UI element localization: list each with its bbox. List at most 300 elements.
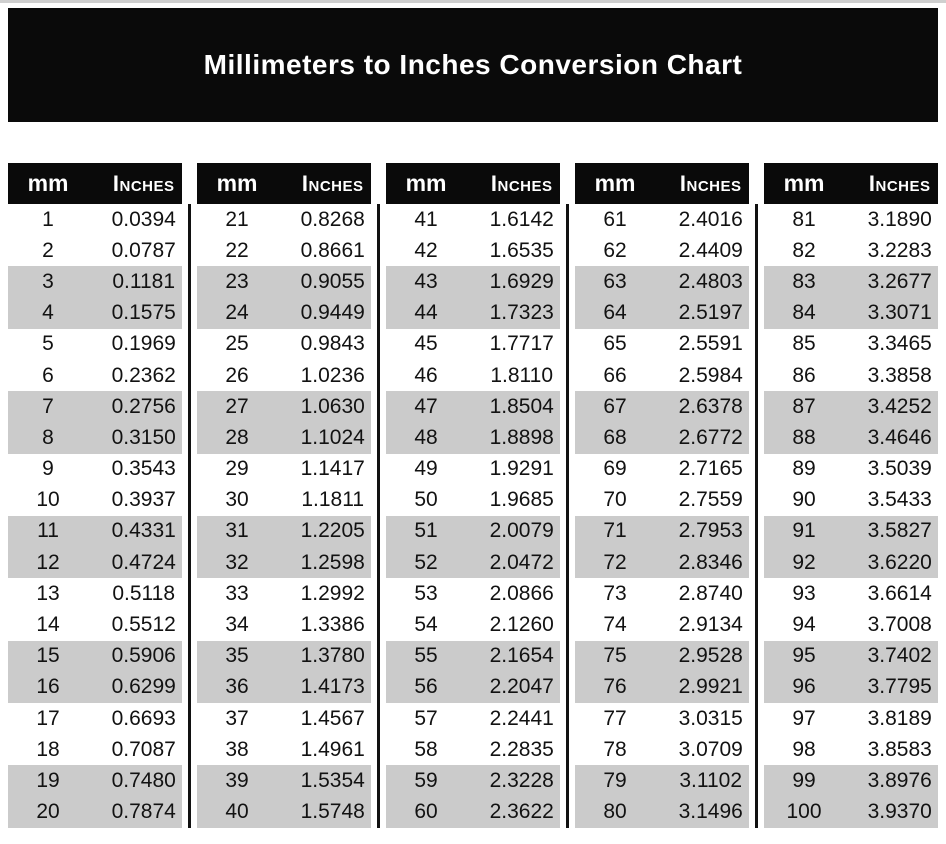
mm-value: 98 [792,737,816,761]
mm-value: 100 [786,800,822,824]
mm-value: 84 [792,301,816,325]
mm-value: 74 [603,613,627,637]
inches-value: 1.6142 [489,207,554,231]
mm-value: 44 [414,301,438,325]
inches-value: 3.8189 [867,706,932,730]
inches-value: 1.6929 [489,269,554,293]
mm-value: 80 [603,800,627,824]
inches-value: 0.0787 [111,238,176,262]
mm-value: 65 [603,332,627,356]
table-row [386,609,560,640]
inches-value: 0.4724 [111,550,176,574]
inches-value: 3.7008 [867,613,932,637]
inches-value: 0.7480 [111,768,176,792]
table-row [197,765,371,796]
inches-value: 1.0630 [300,394,365,418]
table-row [764,703,938,734]
mm-value: 61 [603,207,627,231]
table-row [575,734,749,765]
mm-value: 87 [792,394,816,418]
table-row [575,485,749,516]
inches-value: 1.0236 [300,363,365,387]
column-header [197,163,371,204]
inches-value: 1.8898 [489,425,554,449]
mm-value: 95 [792,644,816,668]
table-row [386,516,560,547]
table-row [764,672,938,703]
inches-value: 3.4252 [867,394,932,418]
inches-value: 2.9528 [678,644,743,668]
table-row [8,485,182,516]
table-row [764,422,938,453]
mm-value: 55 [414,644,438,668]
mm-value: 52 [414,550,438,574]
mm-value: 26 [225,363,249,387]
table-row [8,266,182,297]
table-row [764,578,938,609]
inches-value: 2.5984 [678,363,743,387]
inches-value: 3.0315 [678,706,743,730]
table-row [764,391,938,422]
inches-value: 1.3386 [300,613,365,637]
mm-value: 7 [42,394,54,418]
mm-value: 15 [36,644,60,668]
table-row [197,204,371,235]
mm-value: 97 [792,706,816,730]
mm-header-label: mm [594,170,636,196]
mm-value: 39 [225,768,249,792]
mm-value: 27 [225,394,249,418]
table-row [386,266,560,297]
mm-value: 9 [42,457,54,481]
mm-value: 22 [225,238,249,262]
inches-value: 0.9055 [300,269,365,293]
inches-value: 1.2992 [300,581,365,605]
inches-value: 2.4016 [678,207,743,231]
table-row [197,547,371,578]
inches-value: 3.6614 [867,581,932,605]
table-row [386,454,560,485]
table-row [8,734,182,765]
inches-value: 1.4173 [300,675,365,699]
table-row [386,235,560,266]
mm-value: 32 [225,550,249,574]
inches-header-label: Inches [112,170,175,196]
table-row [386,204,560,235]
mm-value: 56 [414,675,438,699]
inches-value: 1.7717 [489,332,554,356]
inches-value: 0.5906 [111,644,176,668]
mm-value: 66 [603,363,627,387]
inches-value: 0.9843 [300,332,365,356]
column-divider [755,204,758,828]
inches-value: 3.1890 [867,207,932,231]
table-row [197,454,371,485]
inches-value: 0.5512 [111,613,176,637]
inches-value: 0.9449 [300,301,365,325]
table-row [764,516,938,547]
table-row [8,641,182,672]
inches-value: 0.5118 [112,581,176,605]
inches-value: 2.3228 [489,768,554,792]
inches-value: 3.5433 [867,488,932,512]
table-row [386,485,560,516]
inches-value: 2.4409 [678,238,743,262]
mm-value: 38 [225,737,249,761]
mm-value: 46 [414,363,438,387]
inches-value: 0.1575 [111,301,176,325]
mm-value: 83 [792,269,816,293]
table-row [8,547,182,578]
mm-value: 5 [42,332,54,356]
table-row [8,672,182,703]
mm-value: 68 [603,425,627,449]
table-row [575,672,749,703]
mm-value: 25 [225,332,249,356]
mm-value: 90 [792,488,816,512]
mm-value: 48 [414,425,438,449]
mm-value: 19 [36,768,60,792]
table-row [197,641,371,672]
table-group-1 [8,163,182,828]
mm-value: 51 [414,519,438,543]
table-row [8,235,182,266]
mm-value: 54 [414,613,438,637]
table-row [386,360,560,391]
mm-value: 79 [603,768,627,792]
table-row [386,578,560,609]
mm-value: 13 [36,581,60,605]
mm-value: 28 [225,425,249,449]
mm-value: 4 [42,301,54,325]
inches-value: 1.5354 [300,768,365,792]
table-row [386,641,560,672]
table-row [386,329,560,360]
mm-value: 34 [225,613,249,637]
mm-value: 60 [414,800,438,824]
mm-header-label: mm [405,170,447,196]
table-row [197,485,371,516]
mm-value: 2 [42,238,54,262]
table-row [575,516,749,547]
table-row [764,485,938,516]
inches-value: 2.2047 [489,675,554,699]
mm-value: 3 [42,269,54,293]
inches-value: 0.3543 [111,457,176,481]
title-banner [8,8,938,122]
mm-value: 89 [792,457,816,481]
mm-value: 96 [792,675,816,699]
table-row [197,609,371,640]
table-row [575,454,749,485]
table-group-3 [386,163,560,828]
mm-value: 24 [225,301,249,325]
mm-value: 40 [225,800,249,824]
mm-value: 76 [603,675,627,699]
mm-value: 21 [225,207,249,231]
table-row [386,391,560,422]
inches-value: 3.1496 [678,800,743,824]
mm-value: 42 [414,238,438,262]
table-row [8,298,182,329]
table-row [8,454,182,485]
inches-value: 3.5827 [867,519,932,543]
inches-value: 2.3622 [489,800,554,824]
table-row [764,734,938,765]
mm-value: 12 [36,550,60,574]
table-row [575,298,749,329]
table-row [764,547,938,578]
inches-value: 2.9134 [678,613,743,637]
inches-value: 1.1811 [301,488,365,512]
mm-value: 17 [36,706,60,730]
table-row [386,298,560,329]
mm-value: 70 [603,488,627,512]
inches-value: 3.2283 [867,238,932,262]
inches-value: 3.0709 [678,737,743,761]
table-row [764,235,938,266]
inches-value: 1.3780 [300,644,365,668]
mm-value: 67 [603,394,627,418]
table-row [386,797,560,828]
inches-value: 0.4331 [111,519,176,543]
inches-header-label: Inches [679,170,742,196]
mm-value: 14 [36,613,60,637]
inches-value: 0.3937 [111,488,176,512]
table-row [8,516,182,547]
inches-value: 0.7087 [111,737,176,761]
table-row [764,298,938,329]
table-row [8,578,182,609]
mm-value: 23 [225,269,249,293]
inches-value: 1.8110 [490,363,554,387]
mm-header-label: mm [27,170,69,196]
inches-value: 3.4646 [867,425,932,449]
inches-value: 3.2677 [867,269,932,293]
table-row [386,765,560,796]
mm-value: 71 [603,519,627,543]
mm-value: 16 [36,675,60,699]
inches-value: 2.5197 [678,301,743,325]
inches-value: 2.5591 [678,332,743,356]
inches-value: 0.1181 [112,269,176,293]
inches-value: 3.7402 [867,644,932,668]
inches-value: 3.1102 [679,768,743,792]
mm-value: 33 [225,581,249,605]
table-row [197,422,371,453]
table-row [764,765,938,796]
inches-value: 3.9370 [867,800,932,824]
inches-value: 0.2756 [111,394,176,418]
inches-value: 1.4961 [300,737,365,761]
table-row [575,235,749,266]
inches-value: 3.3858 [867,363,932,387]
table-row [764,609,938,640]
table-row [197,734,371,765]
mm-value: 59 [414,768,438,792]
mm-value: 72 [603,550,627,574]
mm-value: 53 [414,581,438,605]
table-row [575,329,749,360]
table-row [197,797,371,828]
table-row [197,516,371,547]
mm-value: 41 [414,207,438,231]
table-row [575,204,749,235]
table-row [8,797,182,828]
mm-value: 78 [603,737,627,761]
mm-value: 69 [603,457,627,481]
inches-value: 2.2441 [489,706,554,730]
mm-value: 91 [792,519,816,543]
inches-value: 1.6535 [489,238,554,262]
column-header [764,163,938,204]
column-divider [566,204,569,828]
mm-value: 62 [603,238,627,262]
inches-value: 0.8268 [300,207,365,231]
inches-value: 1.2205 [300,519,365,543]
table-row [8,609,182,640]
mm-value: 18 [36,737,60,761]
top-edge-line [0,0,946,3]
inches-value: 0.3150 [111,425,176,449]
table-row [575,609,749,640]
inches-value: 0.1969 [111,332,176,356]
inches-value: 1.1024 [300,425,365,449]
mm-value: 94 [792,613,816,637]
mm-value: 10 [36,488,60,512]
mm-value: 64 [603,301,627,325]
mm-value: 49 [414,457,438,481]
inches-header-label: Inches [490,170,553,196]
inches-value: 2.0079 [489,519,554,543]
mm-value: 29 [225,457,249,481]
table-row [197,672,371,703]
mm-value: 58 [414,737,438,761]
inches-value: 1.4567 [300,706,365,730]
mm-value: 45 [414,332,438,356]
inches-value: 0.2362 [111,363,176,387]
inches-value: 2.9921 [678,675,743,699]
inches-value: 2.6378 [678,394,743,418]
inches-value: 0.6693 [111,706,176,730]
inches-value: 1.9291 [489,457,554,481]
mm-value: 63 [603,269,627,293]
inches-value: 3.3071 [867,301,932,325]
table-row [8,391,182,422]
table-row [8,765,182,796]
mm-value: 20 [36,800,60,824]
table-row [575,422,749,453]
inches-value: 2.7559 [678,488,743,512]
inches-header-label: Inches [868,170,931,196]
table-group-2 [197,163,371,828]
table-row [197,266,371,297]
table-row [575,703,749,734]
mm-value: 1 [42,207,54,231]
inches-value: 0.0394 [111,207,176,231]
inches-value: 3.3465 [867,332,932,356]
table-row [8,422,182,453]
inches-value: 2.0472 [489,550,554,574]
table-row [575,360,749,391]
table-row [575,266,749,297]
inches-value: 1.9685 [489,488,554,512]
table-group-4 [575,163,749,828]
table-row [764,266,938,297]
table-row [197,329,371,360]
inches-value: 2.7953 [678,519,743,543]
mm-value: 8 [42,425,54,449]
table-row [764,329,938,360]
mm-value: 11 [37,519,59,543]
table-row [575,641,749,672]
inches-value: 0.7874 [111,800,176,824]
table-group-5 [764,163,938,828]
inches-value: 3.6220 [867,550,932,574]
table-row [575,765,749,796]
inches-value: 2.6772 [678,425,743,449]
table-row [197,391,371,422]
inches-value: 2.1260 [489,613,554,637]
inches-value: 2.2835 [489,737,554,761]
table-row [575,797,749,828]
table-row [386,672,560,703]
table-row [8,329,182,360]
inches-value: 1.7323 [489,301,554,325]
inches-value: 3.8976 [867,768,932,792]
mm-value: 85 [792,332,816,356]
mm-value: 31 [225,519,249,543]
mm-value: 35 [225,644,249,668]
table-row [386,547,560,578]
table-row [575,578,749,609]
column-header [386,163,560,204]
mm-value: 99 [792,768,816,792]
mm-value: 93 [792,581,816,605]
inches-value: 2.0866 [489,581,554,605]
mm-value: 47 [414,394,438,418]
mm-value: 50 [414,488,438,512]
inches-value: 1.5748 [300,800,365,824]
mm-header-label: mm [783,170,825,196]
table-row [8,703,182,734]
inches-value: 0.8661 [300,238,365,262]
table-row [197,298,371,329]
mm-value: 73 [603,581,627,605]
inches-value: 3.8583 [867,737,932,761]
table-row [764,204,938,235]
mm-value: 30 [225,488,249,512]
mm-value: 57 [414,706,438,730]
table-row [197,703,371,734]
inches-value: 0.6299 [111,675,176,699]
column-divider [188,204,191,828]
table-row [8,360,182,391]
inches-value: 2.7165 [678,457,743,481]
page-title: Millimeters to Inches Conversion Chart [203,49,743,80]
inches-value: 1.1417 [300,457,365,481]
inches-value: 1.8504 [489,394,554,418]
mm-value: 82 [792,238,816,262]
column-header [575,163,749,204]
table-row [764,641,938,672]
mm-value: 77 [603,706,627,730]
mm-value: 6 [42,363,54,387]
mm-value: 92 [792,550,816,574]
table-row [764,360,938,391]
table-row [575,391,749,422]
conversion-table [8,163,938,828]
